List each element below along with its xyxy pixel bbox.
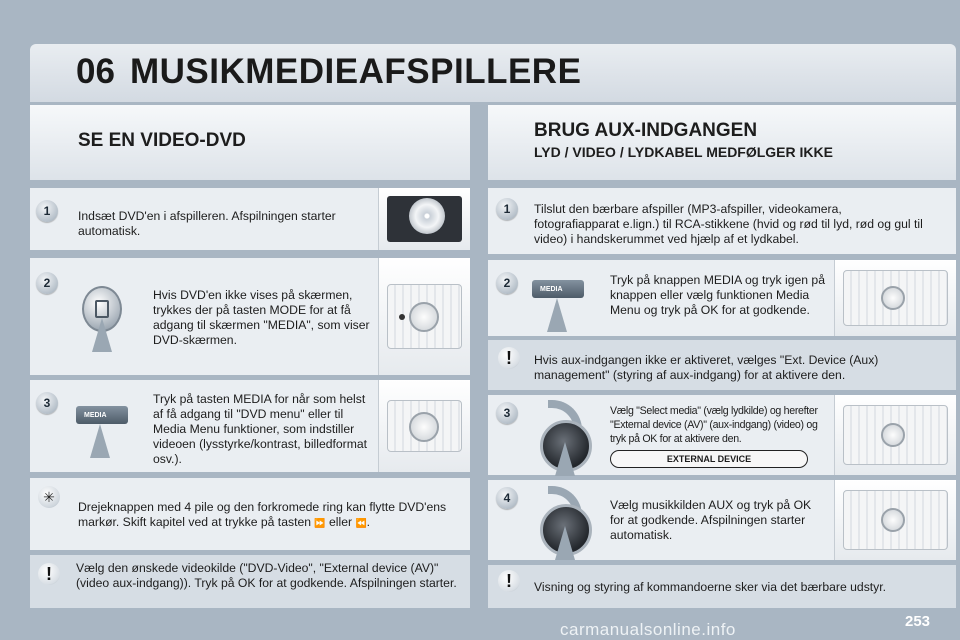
watermark: carmanualsonline.info xyxy=(560,620,736,639)
left-tip-text xyxy=(78,500,466,531)
chapter-title: MUSIKMEDIEAFSPILLERE xyxy=(130,52,582,91)
tip-text-end: . xyxy=(366,515,371,529)
dvd-disc-image xyxy=(378,188,470,250)
back-icon: ⏪ xyxy=(355,518,367,528)
right-warning-2-text: Visning og styring af kommandoerne sker via det bærbare udstyr. xyxy=(534,580,887,594)
left-step-2-text: Hvis DVD'en ikke vises på skærmen, trykkes der på tasten MODE for at få adgang til skærmen "MEDIA", som viser DVD-skærmen. xyxy=(153,288,370,347)
up-arrow-icon xyxy=(555,526,575,560)
step-badge: 4 xyxy=(496,487,518,509)
chapter-number: 06 xyxy=(76,52,115,91)
radio-unit-image xyxy=(378,258,470,375)
page-number: 253 xyxy=(905,613,931,630)
left-step-3-text: Tryk på tasten MEDIA for når som helst af få adgang til "DVD menu" eller til Media Menu funktioner, som indstiller videoen (lysstyrke/kontrast, billedformat osv.). xyxy=(153,392,368,466)
radio-unit-image xyxy=(378,380,470,472)
radio-unit-image xyxy=(834,395,956,475)
left-section-title: SE EN VIDEO-DVD xyxy=(78,130,246,151)
up-arrow-icon xyxy=(92,318,112,352)
right-section-header xyxy=(488,105,956,180)
media-button-icon: MEDIA xyxy=(532,280,584,298)
radio-unit-image xyxy=(834,260,956,336)
up-arrow-icon xyxy=(555,442,575,476)
right-section-subtitle: LYD / VIDEO / LYDKABEL MEDFØLGER IKKE xyxy=(534,144,833,160)
right-warning-1-text: Hvis aux-indgangen ikke er aktiveret, vælges "Ext. Device (Aux) management" (styring af aux-indgang) for at aktivere den. xyxy=(534,353,879,382)
forward-icon: ⏩ xyxy=(314,518,326,528)
warning-icon: ! xyxy=(498,347,520,369)
step-badge: 2 xyxy=(496,272,518,294)
right-step-1-text: Tilslut den bærbare afspiller (MP3-afspiller, videokamera, fotografiapparat e.lign.) til RCA-stikkene (hvid og rød til lyd, rød og gul til video) i handskerummet ved hjælp af et lydkabel. xyxy=(534,202,923,246)
up-arrow-icon xyxy=(547,298,567,332)
right-section-title: BRUG AUX-INDGANGEN xyxy=(534,120,758,141)
step-badge: 2 xyxy=(36,272,58,294)
tip-text-main: Drejeknappen med 4 pile og den forkromede ring kan flytte DVD'ens markør. Skift kapitel ved at trykke på tasten xyxy=(78,500,447,529)
warning-icon: ! xyxy=(498,570,520,592)
left-step-1-text: Indsæt DVD'en i afspilleren. Afspilningen starter automatisk. xyxy=(78,209,336,238)
step-badge: 1 xyxy=(36,200,58,222)
up-arrow-icon xyxy=(90,424,110,458)
step-badge: 3 xyxy=(496,402,518,424)
step-badge: 3 xyxy=(36,392,58,414)
right-step-4-text: Vælg musikkilden AUX og tryk på OK for at godkende. Afspilningen starter automatisk. xyxy=(610,498,812,542)
warning-icon: ! xyxy=(38,563,60,585)
media-button-icon: MEDIA xyxy=(76,406,128,424)
step-badge: 1 xyxy=(496,198,518,220)
right-step-3-text: Vælg "Select media" (vælg lydkilde) og herefter "External device (AV)" (aux-indgang) (video) og tryk på OK for at aktivere den. xyxy=(610,405,818,445)
lightbulb-icon: ✳ xyxy=(38,486,60,508)
left-warning-text: Vælg den ønskede videokilde ("DVD-Video", "External device (AV)" (video aux-indgang)). Tryk på OK for at godkende. Afspilningen starter. xyxy=(76,561,457,590)
tip-or-word: eller xyxy=(329,515,353,529)
radio-unit-image xyxy=(834,480,956,560)
external-device-label: EXTERNAL DEVICE xyxy=(610,450,808,468)
right-step-2-text: Tryk på knappen MEDIA og tryk igen på knappen eller vælg funktionen Media Menu og tryk på OK for at godkende. xyxy=(610,273,825,317)
